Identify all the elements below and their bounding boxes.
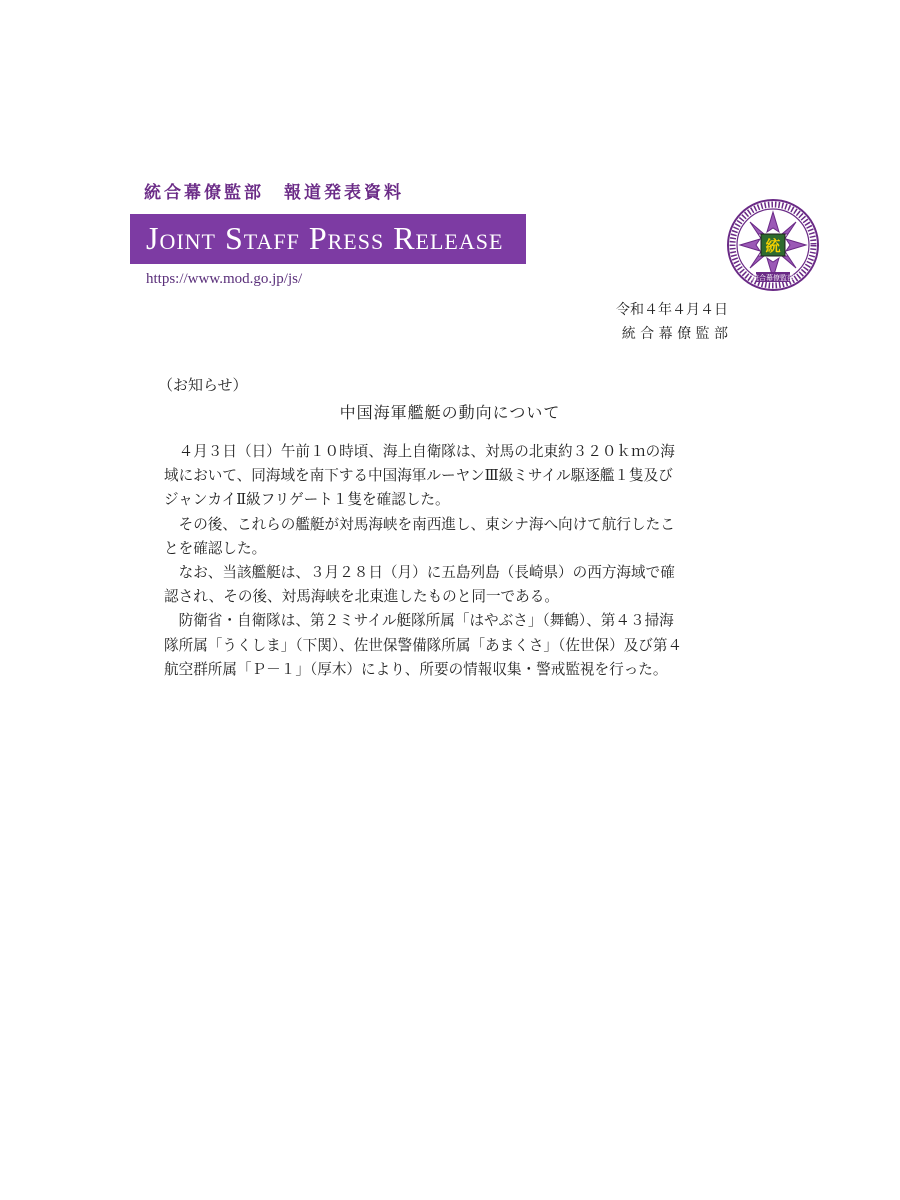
notice-label: （お知らせ） <box>158 376 248 394</box>
issuing-org: 統 合 幕 僚 監 部 <box>621 326 728 342</box>
seal-center-text: 統 <box>765 237 781 255</box>
document-body <box>164 440 742 682</box>
body-line: 隊所属「うくしま」（下関）、佐世保警備隊所属「あまくさ」（佐世保）及び第４ <box>164 636 683 654</box>
body-line: 防衛省・自衛隊は、第２ミサイル艇隊所属「はやぶさ」（舞鶴）、第４３掃海 <box>178 612 674 630</box>
joint-staff-seal-icon <box>726 198 820 292</box>
date-org-block <box>616 298 728 346</box>
body-line: 認され、その後、対馬海峡を北東進したものと同一である。 <box>164 588 559 606</box>
release-date: 令和４年４月４日 <box>616 302 728 318</box>
body-line: 域において、同海域を南下する中国海軍ルーヤンⅢ級ミサイル駆逐艦１隻及び <box>164 467 673 485</box>
body-line: なお、当該艦艇は、３月２８日（月）に五島列島（長崎県）の西方海域で確 <box>178 564 675 582</box>
body-line: とを確認した。 <box>164 539 267 557</box>
seal-bottom-text: 統合幕僚監部 <box>752 274 794 282</box>
document-title: 中国海軍艦艇の動向について <box>339 403 561 422</box>
press-release-banner <box>130 214 526 264</box>
body-line: ジャンカイⅡ級フリゲート１隻を確認した。 <box>164 491 450 509</box>
body-line: 航空群所属「Ｐ－１」（厚木）により、所要の情報収集・警戒監視を行った。 <box>164 660 668 678</box>
header-jp-title: 統合幕僚監部 報道発表資料 <box>144 183 404 203</box>
website-link[interactable]: https://www.mod.go.jp/js/ <box>146 271 303 287</box>
body-line: ４月３日（日）午前１０時頃、海上自衛隊は、対馬の北東約３２０ｋｍの海 <box>178 443 675 460</box>
banner-text: Joint Staff Press Release <box>146 220 504 256</box>
body-line: その後、これらの艦艇が対馬海峡を南西進し、東シナ海へ向けて航行したこ <box>178 515 675 533</box>
